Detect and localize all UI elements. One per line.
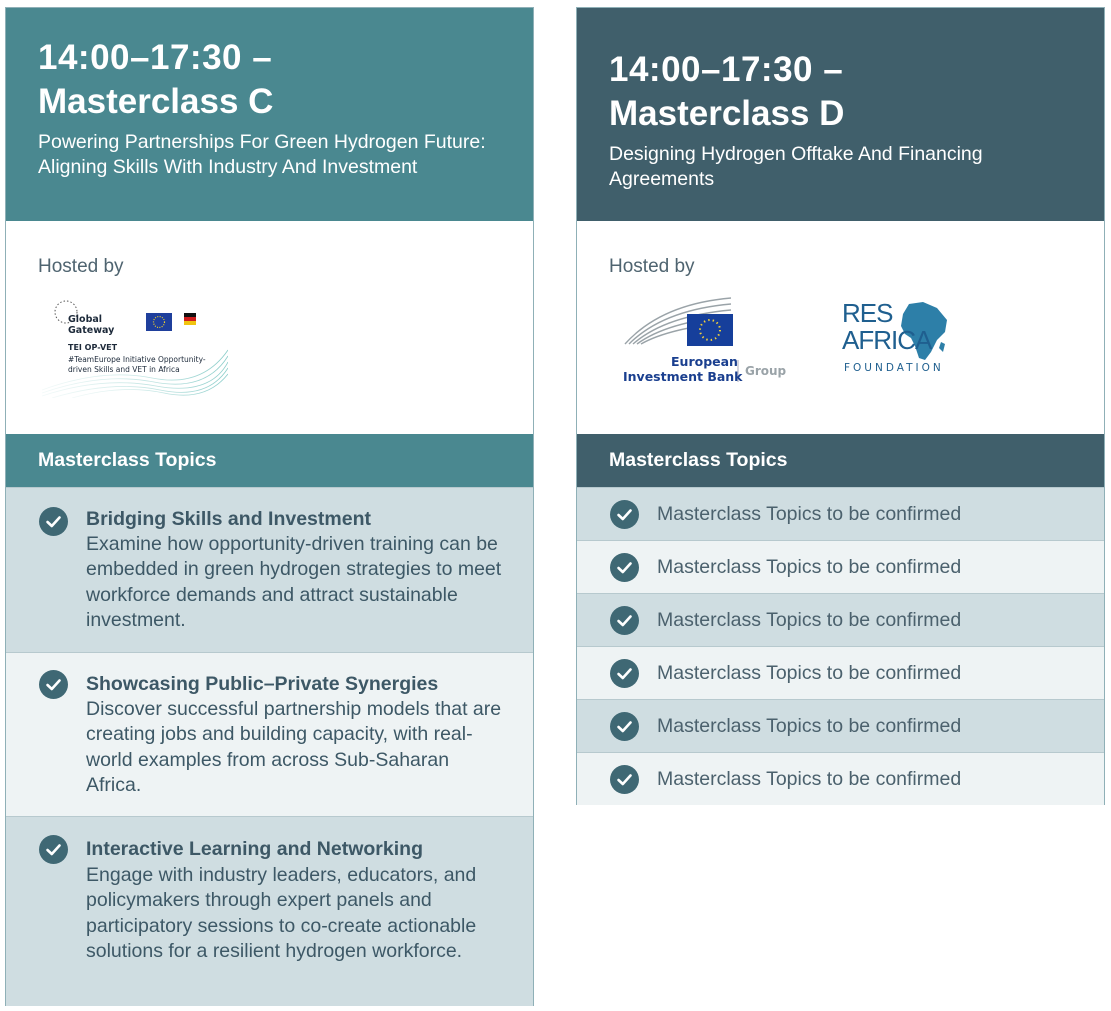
foundation-text: FOUNDATION — [844, 362, 944, 374]
res-text: RES — [842, 298, 893, 328]
check-circle-icon — [39, 670, 68, 699]
session-subtitle: Powering Partnerships For Green Hydrogen Future: Aligning Skills With Industry And Investment — [38, 131, 486, 178]
topic-item — [6, 487, 533, 652]
topics-header: Masterclass Topics — [6, 434, 533, 487]
topic-title: Showcasing Public–Private Synergies — [86, 673, 439, 695]
check-circle-icon — [610, 765, 639, 794]
logo-text-tei: TEI OP-VET — [68, 343, 118, 352]
topic-text: Masterclass Topics to be confirmed — [657, 715, 962, 737]
res4africa-foundation-logo — [841, 298, 953, 382]
topic-description: Examine how opportunity-driven training can be embedded in green hydrogen strategies to meet workforce demands and attract sustainable investment. — [86, 533, 502, 631]
masterclass-d-card — [576, 7, 1105, 805]
session-time: 14:00–17:30 – — [38, 38, 273, 77]
logo-text-gateway: Gateway — [68, 325, 115, 336]
session-title: Masterclass C — [38, 82, 274, 121]
check-circle-icon — [39, 835, 68, 864]
check-circle-icon — [610, 712, 639, 741]
topic-row — [577, 593, 1104, 646]
topic-row — [577, 699, 1104, 752]
topic-text: Masterclass Topics to be confirmed — [657, 662, 962, 684]
topic-description: Discover successful partnership models that are creating jobs and building capacity, with real-world examples from across Sub-Saharan Africa. — [86, 698, 502, 796]
logo-text-global: Global — [68, 314, 103, 325]
topic-text: Masterclass Topics to be confirmed — [657, 556, 962, 578]
topic-item — [6, 652, 533, 816]
hosted-by-label: Hosted by — [609, 256, 695, 277]
masterclass-c-header — [6, 8, 533, 221]
check-circle-icon — [39, 507, 68, 536]
topic-text: Masterclass Topics to be confirmed — [657, 609, 962, 631]
topic-row — [577, 540, 1104, 593]
session-time: 14:00–17:30 – — [609, 50, 844, 89]
topics-header: Masterclass Topics — [577, 434, 1104, 487]
topic-text: Masterclass Topics to be confirmed — [657, 768, 962, 790]
masterclass-c-card — [5, 7, 534, 1006]
eib-text-line2: Investment Bank — [623, 369, 743, 384]
global-gateway-logo — [42, 298, 228, 398]
session-title: Masterclass D — [609, 94, 845, 133]
topic-title: Interactive Learning and Networking — [86, 838, 423, 860]
masterclass-d-header — [577, 8, 1104, 221]
logo-text-vet: driven Skills and VET in Africa — [68, 365, 180, 374]
topic-title: Bridging Skills and Investment — [86, 508, 371, 530]
topic-row — [577, 752, 1104, 805]
check-circle-icon — [610, 659, 639, 688]
hosted-by-label: Hosted by — [38, 256, 124, 277]
topic-row — [577, 646, 1104, 699]
topic-description: Engage with industry leaders, educators, and policymakers through expert panels and participatory sessions to co-create actionable solutions for a resilient hydrogen workforce. — [86, 864, 477, 962]
topic-item — [6, 816, 533, 1006]
eib-text-group: Group — [745, 364, 787, 378]
check-circle-icon — [610, 606, 639, 635]
logo-text-teameurope: #TeamEurope Initiative Opportunity- — [68, 355, 206, 364]
eib-text-line1: European — [671, 354, 738, 369]
session-subtitle: Designing Hydrogen Offtake And Financing Agreements — [609, 143, 983, 190]
check-circle-icon — [610, 500, 639, 529]
topic-row — [577, 487, 1104, 540]
european-investment-bank-logo — [621, 294, 796, 386]
topic-text: Masterclass Topics to be confirmed — [657, 503, 962, 525]
check-circle-icon — [610, 553, 639, 582]
africa-text: AFRICA — [842, 325, 932, 355]
